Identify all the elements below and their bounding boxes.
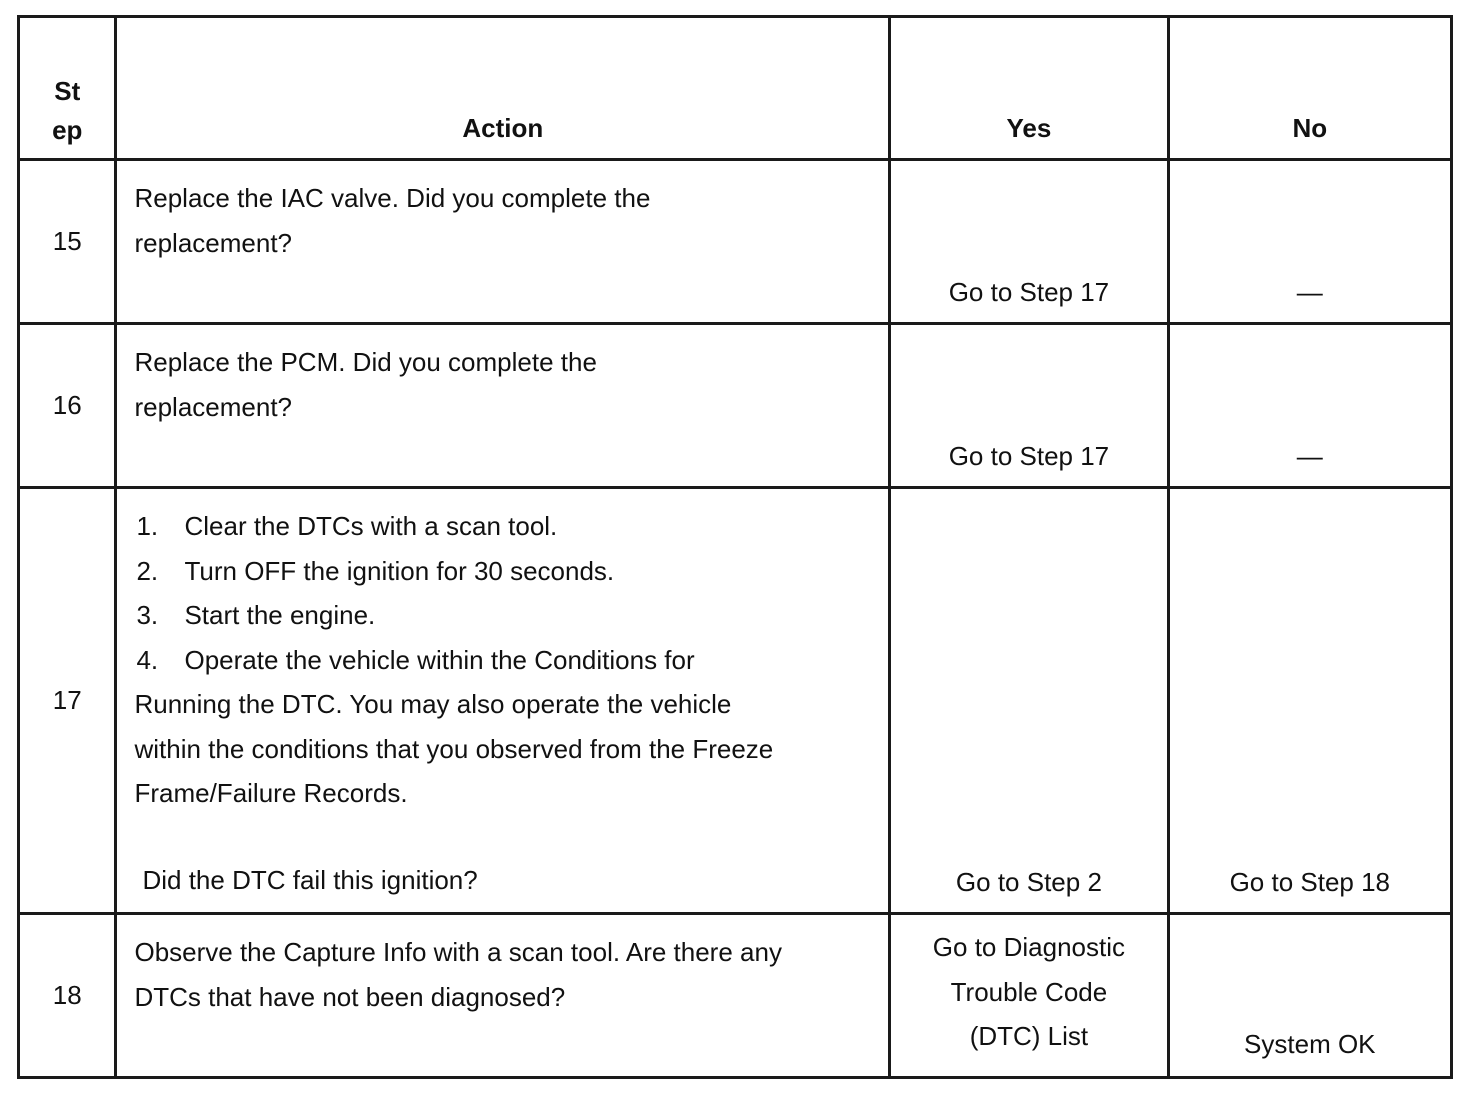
yes-text: Go to Diagnostic [932,932,1126,962]
list-number: 3. [136,600,159,630]
no-cell: — [1168,160,1451,324]
action-text: DTCs that have not been diagnosed? [134,981,566,1012]
header-yes: Yes [890,17,1168,160]
step-number: 17 [19,488,116,914]
header-no: No [1168,17,1451,160]
list-text: Turn OFF the ignition for 30 seconds. [184,555,615,586]
diagnostic-table [17,15,1453,1079]
step-number: 18 [19,914,116,1078]
list-item [134,638,878,683]
action-text: replacement? [134,227,293,258]
list-number: 4. [136,644,159,675]
yes-cell: Go to Step 2 [890,488,1168,914]
header-step [19,17,116,160]
action-cell [116,488,890,914]
header-step-line1: St [54,76,81,106]
continuation-text: within the conditions that you observed from the Freeze [134,733,774,764]
no-cell: System OK [1168,914,1451,1078]
table-row [19,914,1452,1078]
header-step-line2: ep [52,115,83,145]
list-item [134,549,878,594]
action-text: Replace the PCM. Did you complete the [134,347,597,377]
yes-cell: Go to Step 17 [890,324,1168,488]
action-text: replacement? [134,391,293,422]
list-item [134,504,878,549]
list-number: 2. [136,555,159,586]
no-cell: — [1168,324,1451,488]
no-cell: Go to Step 18 [1168,488,1451,914]
yes-cell [890,914,1168,1078]
question-text: Did the DTC fail this ignition? [142,864,478,895]
yes-text: Trouble Code [950,976,1108,1007]
list-number: 1. [136,511,159,541]
table-row [19,324,1452,488]
step-number: 15 [19,160,116,324]
action-cell [116,914,890,1078]
header-row [19,17,1452,160]
header-action: Action [116,17,890,160]
action-cell [116,324,890,488]
yes-cell: Go to Step 17 [890,160,1168,324]
list-text: Clear the DTCs with a scan tool. [184,511,558,541]
step-number: 16 [19,324,116,488]
action-text: Observe the Capture Info with a scan tool. Are there any [134,937,782,967]
list-item [134,593,878,638]
continuation-text: Frame/Failure Records. [134,778,408,808]
list-text: Start the engine. [184,600,376,630]
yes-text: (DTC) List [969,1021,1089,1051]
list-text: Operate the vehicle within the Conditions for [184,644,695,675]
action-text: Replace the IAC valve. Did you complete the [134,183,651,213]
table-row [19,488,1452,914]
continuation-text: Running the DTC. You may also operate the vehicle [134,689,732,719]
table-row [19,160,1452,324]
action-cell [116,160,890,324]
